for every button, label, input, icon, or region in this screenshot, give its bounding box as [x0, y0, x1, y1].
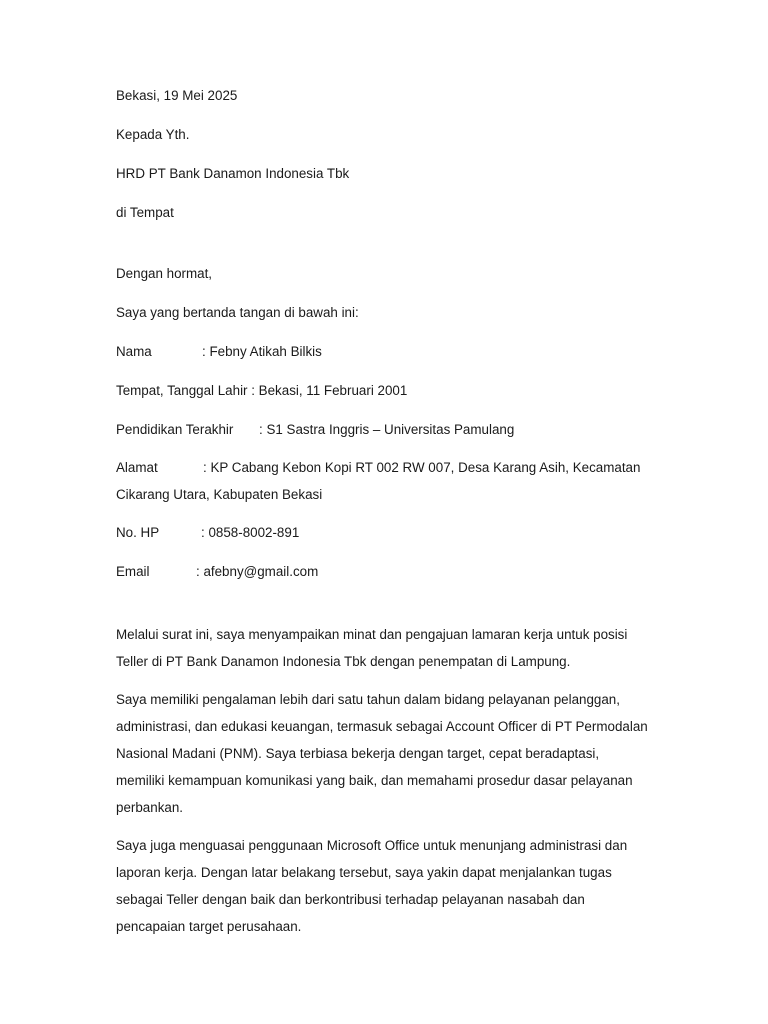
field-ttl [116, 383, 407, 399]
paragraph-line: memiliki kemampuan komunikasi yang baik, dan memahami prosedur dasar pelayanan [116, 773, 633, 788]
paragraph-line: Saya juga menguasai penggunaan Microsoft Office untuk menunjang administrasi dan [116, 838, 628, 853]
recipient-company: HRD PT Bank Danamon Indonesia Tbk [116, 166, 350, 181]
paragraph-line: Melalui surat ini, saya menyampaikan minat dan pengajuan lamaran kerja untuk posisi [116, 627, 628, 642]
paragraph-line: pencapaian target perusahaan. [116, 919, 302, 934]
field-value: : Febny Atikah Bilkis [202, 344, 322, 359]
field-value: : Bekasi, 11 Februari 2001 [247, 383, 408, 398]
paragraph-line: perbankan. [116, 800, 184, 815]
recipient-salutation: Kepada Yth. [116, 127, 190, 142]
field-label: Pendidikan Terakhir [116, 422, 234, 437]
body-paragraph-2 [116, 686, 681, 821]
field-alamat [116, 454, 686, 508]
paragraph-line: Teller di PT Bank Danamon Indonesia Tbk dengan penempatan di Lampung. [116, 654, 571, 669]
field-label: Alamat [116, 460, 158, 475]
field-value: : KP Cabang Kebon Kopi RT 002 RW 007, Desa Karang Asih, Kecamatan [203, 460, 641, 475]
field-email [116, 564, 318, 580]
paragraph-line: laporan kerja. Dengan latar belakang tersebut, saya yakin dapat menjalankan tugas [116, 865, 612, 880]
paragraph-line: Saya memiliki pengalaman lebih dari satu tahun dalam bidang pelayanan pelanggan, [116, 692, 620, 707]
paragraph-line: sebagai Teller dengan baik dan berkontribusi terhadap pelayanan nasabah dan [116, 892, 585, 907]
intro-text: Saya yang bertanda tangan di bawah ini: [116, 305, 359, 320]
field-hp [116, 525, 299, 541]
field-value: : S1 Sastra Inggris – Universitas Pamulang [259, 422, 515, 437]
body-paragraph-3 [116, 832, 681, 940]
field-label: Nama [116, 344, 152, 359]
field-value: : 0858-8002-891 [201, 525, 300, 540]
paragraph-line: Nasional Madani (PNM). Saya terbiasa bekerja dengan target, cepat beradaptasi, [116, 746, 600, 761]
field-pendidikan [116, 422, 514, 438]
paragraph-line: administrasi, dan edukasi keuangan, termasuk sebagai Account Officer di PT Permodalan [116, 719, 648, 734]
field-label: Tempat, Tanggal Lahir [116, 383, 248, 398]
field-label: No. HP [116, 525, 160, 540]
field-nama [116, 344, 322, 360]
field-value: : afebny@gmail.com [196, 564, 319, 579]
field-label: Email [116, 564, 150, 579]
place-date: Bekasi, 19 Mei 2025 [116, 88, 238, 103]
field-value-continued: Cikarang Utara, Kabupaten Bekasi [116, 487, 323, 502]
body-paragraph-1 [116, 621, 681, 675]
greeting: Dengan hormat, [116, 266, 213, 281]
recipient-location: di Tempat [116, 205, 174, 220]
